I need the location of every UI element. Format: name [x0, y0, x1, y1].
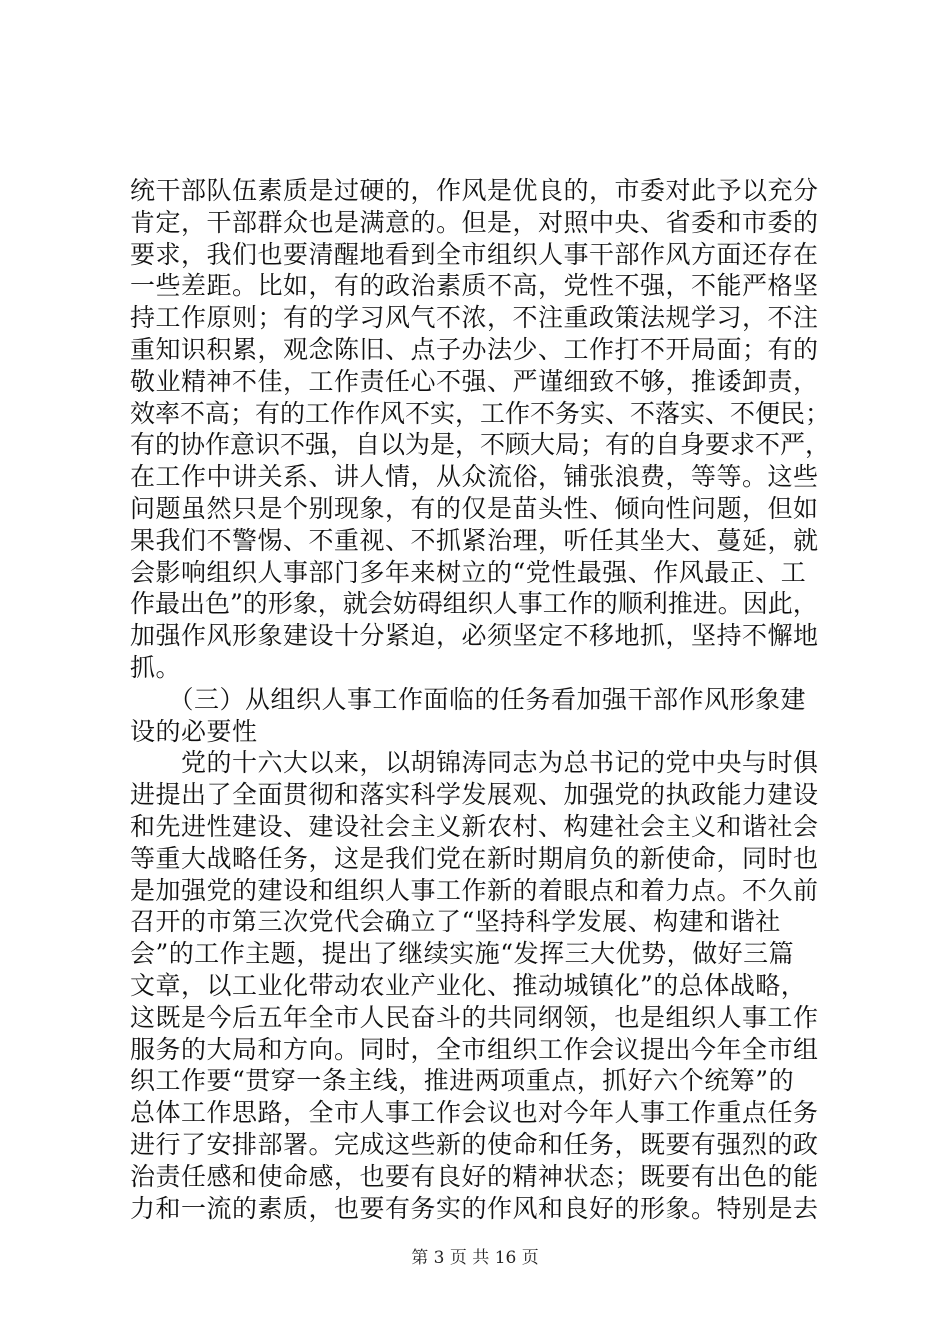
text-line: 统干部队伍素质是过硬的，作风是优良的，市委对此予以充分	[130, 176, 819, 205]
text-line: 持工作原则；有的学习风气不浓，不注重政策法规学习，不注	[130, 303, 819, 333]
text-line: 力和一流的素质，也要有务实的作风和良好的形象。特别是去	[130, 1193, 819, 1223]
page-number-footer: 第 3 页 共 16 页	[411, 1248, 539, 1268]
text-line: 召开的市第三次党代会确立了“坚持科学发展、构建和谐社	[130, 907, 781, 937]
text-line: 文章，以工业化带动农业产业化、推动城镇化”的总体战略，	[130, 970, 807, 1000]
text-line: 这既是今后五年全市人民奋斗的共同纲领，也是组织人事工作	[130, 1002, 819, 1032]
text-line: 会影响组织人事部门多年来树立的“党性最强、作风最正、工	[130, 557, 807, 587]
text-line: 是加强党的建设和组织人事工作新的着眼点和着力点。不久前	[130, 875, 819, 905]
text-line: 和先进性建设、建设社会主义新农村、构建社会主义和谐社会	[130, 811, 819, 841]
text-line: 服务的大局和方向。同时，全市组织工作会议提出今年全市组	[130, 1034, 819, 1064]
text-line: 党的十六大以来，以胡锦涛同志为总书记的党中央与时俱	[130, 748, 819, 778]
text-line: 作最出色”的形象，就会妨碍组织人事工作的顺利推进。因此，	[130, 589, 818, 619]
text-line: 效率不高；有的工作作风不实，工作不务实、不落实、不便民；	[130, 398, 831, 428]
text-line: 敬业精神不佳，工作责任心不强、严谨细致不够，推诿卸责，	[130, 366, 819, 396]
text-line: 会”的工作主题，提出了继续实施“发挥三大优势，做好三篇	[130, 939, 795, 969]
text-line: 肯定，干部群众也是满意的。但是，对照中央、省委和市委的	[130, 207, 819, 237]
text-line: 果我们不警惕、不重视、不抓紧治理，听任其坐大、蔓延，就	[130, 525, 819, 555]
text-line: 一些差距。比如，有的政治素质不高，党性不强，不能严格坚	[130, 271, 819, 301]
text-line: 进行了安排部署。完成这些新的使命和任务，既要有强烈的政	[130, 1129, 819, 1159]
section-heading-line: （三）从组织人事工作面临的任务看加强干部作风形象建	[130, 684, 807, 714]
text-line: 有的协作意识不强，自以为是，不顾大局；有的自身要求不严，	[130, 430, 831, 460]
text-line: 等重大战略任务，这是我们党在新时期肩负的新使命，同时也	[130, 843, 819, 873]
text-line: 在工作中讲关系、讲人情，从众流俗，铺张浪费，等等。这些	[130, 462, 819, 492]
text-line: 治责任感和使命感，也要有良好的精神状态；既要有出色的能	[130, 1161, 819, 1191]
text-line: 进提出了全面贯彻和落实科学发展观、加强党的执政能力建设	[130, 780, 819, 810]
body-text	[130, 175, 830, 1224]
text-line: 问题虽然只是个别现象，有的仅是苗头性、倾向性问题，但如	[130, 493, 819, 523]
text-line: 要求，我们也要清醒地看到全市组织人事干部作风方面还存在	[130, 239, 819, 269]
text-line: 抓。	[130, 652, 182, 682]
text-line: 织工作要“贯穿一条主线，推进两项重点，抓好六个统筹”的	[130, 1066, 795, 1096]
section-heading-line: 设的必要性	[130, 716, 258, 746]
text-line: 重知识积累，观念陈旧、点子办法少、工作打不开局面；有的	[130, 334, 819, 364]
text-line: 总体工作思路，全市人事工作会议也对今年人事工作重点任务	[130, 1098, 819, 1128]
text-line: 加强作风形象建设十分紧迫，必须坚定不移地抓，坚持不懈地	[130, 621, 819, 651]
